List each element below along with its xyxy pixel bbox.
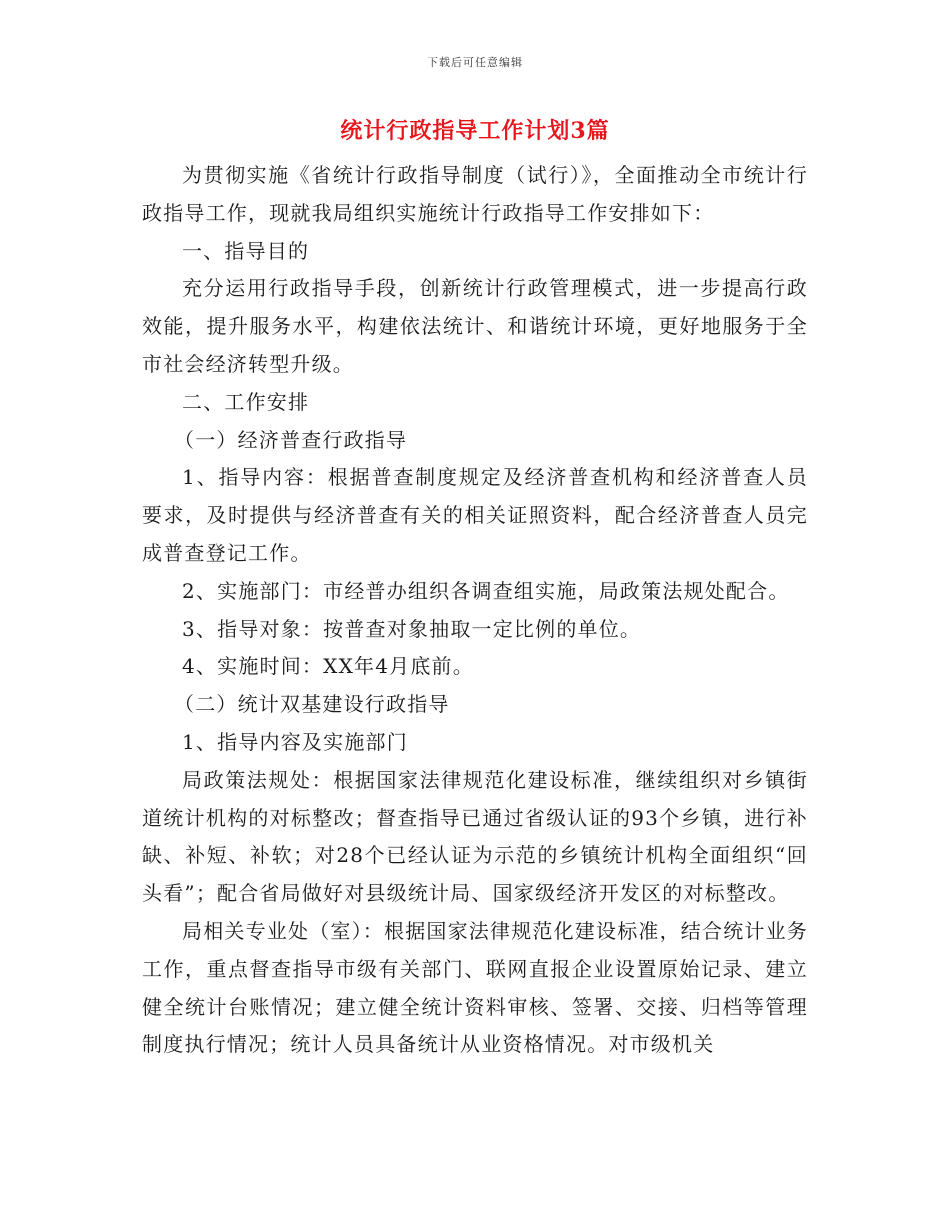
paragraph-census-target: 3、指导对象：按普查对象抽取一定比例的单位。 <box>182 616 642 641</box>
paragraph-dual-basis-item: 1、指导内容及实施部门 <box>182 729 408 754</box>
paragraph-professional-office: 局相关专业处（室）：根据国家法律规范化建设标准，结合统计业务工作，重点督查指导市级有关部门、联网直报企业设置原始记录、建立健全统计台账情况；建立健全统计资料审核、签署、交接、归档等管理制度执行情况；统计人员具备统计从业资格情况。对市级机关 <box>142 918 808 1057</box>
document-title: 统计行政指导工作计划3篇 <box>340 118 610 144</box>
header-note: 下载后可任意编辑 <box>427 56 523 69</box>
section-heading-purpose: 一、指导目的 <box>182 238 310 263</box>
paragraph-census-time: 4、实施时间：XX年4月底前。 <box>182 654 474 679</box>
paragraph-census-department: 2、实施部门：市经普办组织各调查组实施，局政策法规处配合。 <box>182 578 790 603</box>
paragraph-intro: 为贯彻实施《省统计行政指导制度（试行）》，全面推动全市统计行政指导工作，现就我局组织实施统计行政指导工作安排如下： <box>142 163 808 225</box>
section-heading-arrangement: 二、工作安排 <box>182 389 310 414</box>
paragraph-census-content: 1、指导内容：根据普查制度规定及经济普查机构和经济普查人员要求，及时提供与经济普查有关的相关证照资料，配合经济普查人员完成普查登记工作。 <box>142 465 808 565</box>
subsection-heading-census: （一）经济普查行政指导 <box>174 427 408 452</box>
paragraph-purpose: 充分运用行政指导手段，创新统计行政管理模式，进一步提高行政效能，提升服务水平，构建依法统计、和谐统计环境，更好地服务于全市社会经济转型升级。 <box>142 276 808 376</box>
subsection-heading-dual-basis: （二）统计双基建设行政指导 <box>174 692 450 717</box>
paragraph-policy-office: 局政策法规处：根据国家法律规范化建设标准，继续组织对乡镇街道统计机构的对标整改；督查指导已通过省级认证的93个乡镇，进行补缺、补短、补软；对28个已经认证为示范的乡镇统计机构全面组织“回头看”；配合省局做好对县级统计局、国家级经济开发区的对标整改。 <box>142 767 808 906</box>
document-body <box>142 157 808 1064</box>
